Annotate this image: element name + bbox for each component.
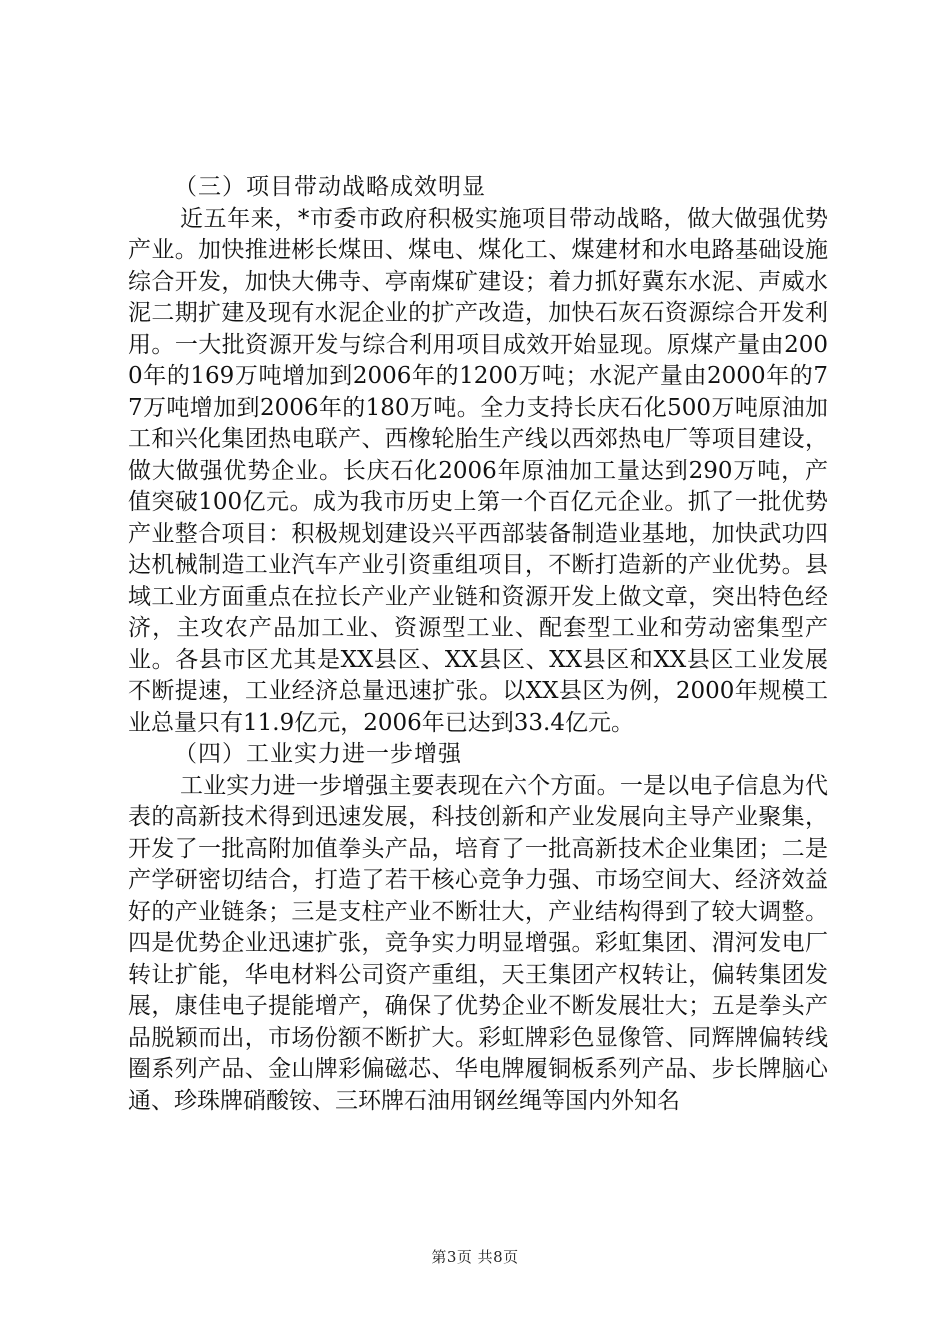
- section-paragraph-3: 近五年来，*市委市政府积极实施项目带动战略，做大做强优势产业。加快推进彬长煤田、煤电、煤化工、煤建材和水电路基础设施综合开发，加快大佛寺、亭南煤矿建设；着力抓好冀东水泥、声威水泥二期扩建及现有水泥企业的扩产改造，加快石灰石资源综合开发利用。一大批资源开发与综合利用项目成效开始显现。原煤产量由2000年的169万吨增加到2006年的1200万吨；水泥产量由2000年的77万吨增加到2006年的180万吨。全力支持长庆石化500万吨原油加工和兴化集团热电联产、西橡轮胎生产线以西郊热电厂等项目建设，做大做强优势企业。长庆石化2006年原油加工量达到290万吨，产值突破100亿元。成为我市历史上第一个百亿元企业。抓了一批优势产业整合项目：积极规划建设兴平西部装备制造业基地，加快武功四达机械制造工业汽车产业引资重组项目，不断打造新的产业优势。县域工业方面重点在拉长产业产业链和资源开发上做文章，突出特色经济，主攻农产品加工业、资源型工业、配套型工业和劳动密集型产业。各县市区尤其是XX县区、XX县区、XX县区和XX县区工业发展不断提速，工业经济总量迅速扩张。以XX县区为例，2000年规模工业总量只有11.9亿元，2006年已达到33.4亿元。: [128, 205, 828, 736]
- section-paragraph-4: 工业实力进一步增强主要表现在六个方面。一是以电子信息为代表的高新技术得到迅速发展，科技创新和产业发展向主导产业聚集，开发了一批高附加值拳头产品，培育了一批高新技术企业集团；二是产学研密切结合，打造了若干核心竞争力强、市场空间大、经济效益好的产业链条；三是支柱产业不断壮大，产业结构得到了较大调整。四是优势企业迅速扩张，竞争实力明显增强。彩虹集团、渭河发电厂转让扩能，华电材料公司资产重组，天王集团产权转让，偏转集团发展，康佳电子提能增产，确保了优势企业不断发展壮大；五是拳头产品脱颖而出，市场份额不断扩大。彩虹牌彩色显像管、同辉牌偏转线圈系列产品、金山牌彩偏磁芯、华电牌履铜板系列产品、步长牌脑心通、珍珠牌硝酸铵、三环牌石油用钢丝绳等国内外知名: [128, 772, 828, 1114]
- section-heading-3: （三）项目带动战略成效明显: [174, 174, 486, 200]
- section-heading-4: （四）工业实力进一步增强: [174, 741, 462, 767]
- document-body: [128, 172, 828, 1117]
- page-footer: 第3页 共8页: [431, 1248, 519, 1266]
